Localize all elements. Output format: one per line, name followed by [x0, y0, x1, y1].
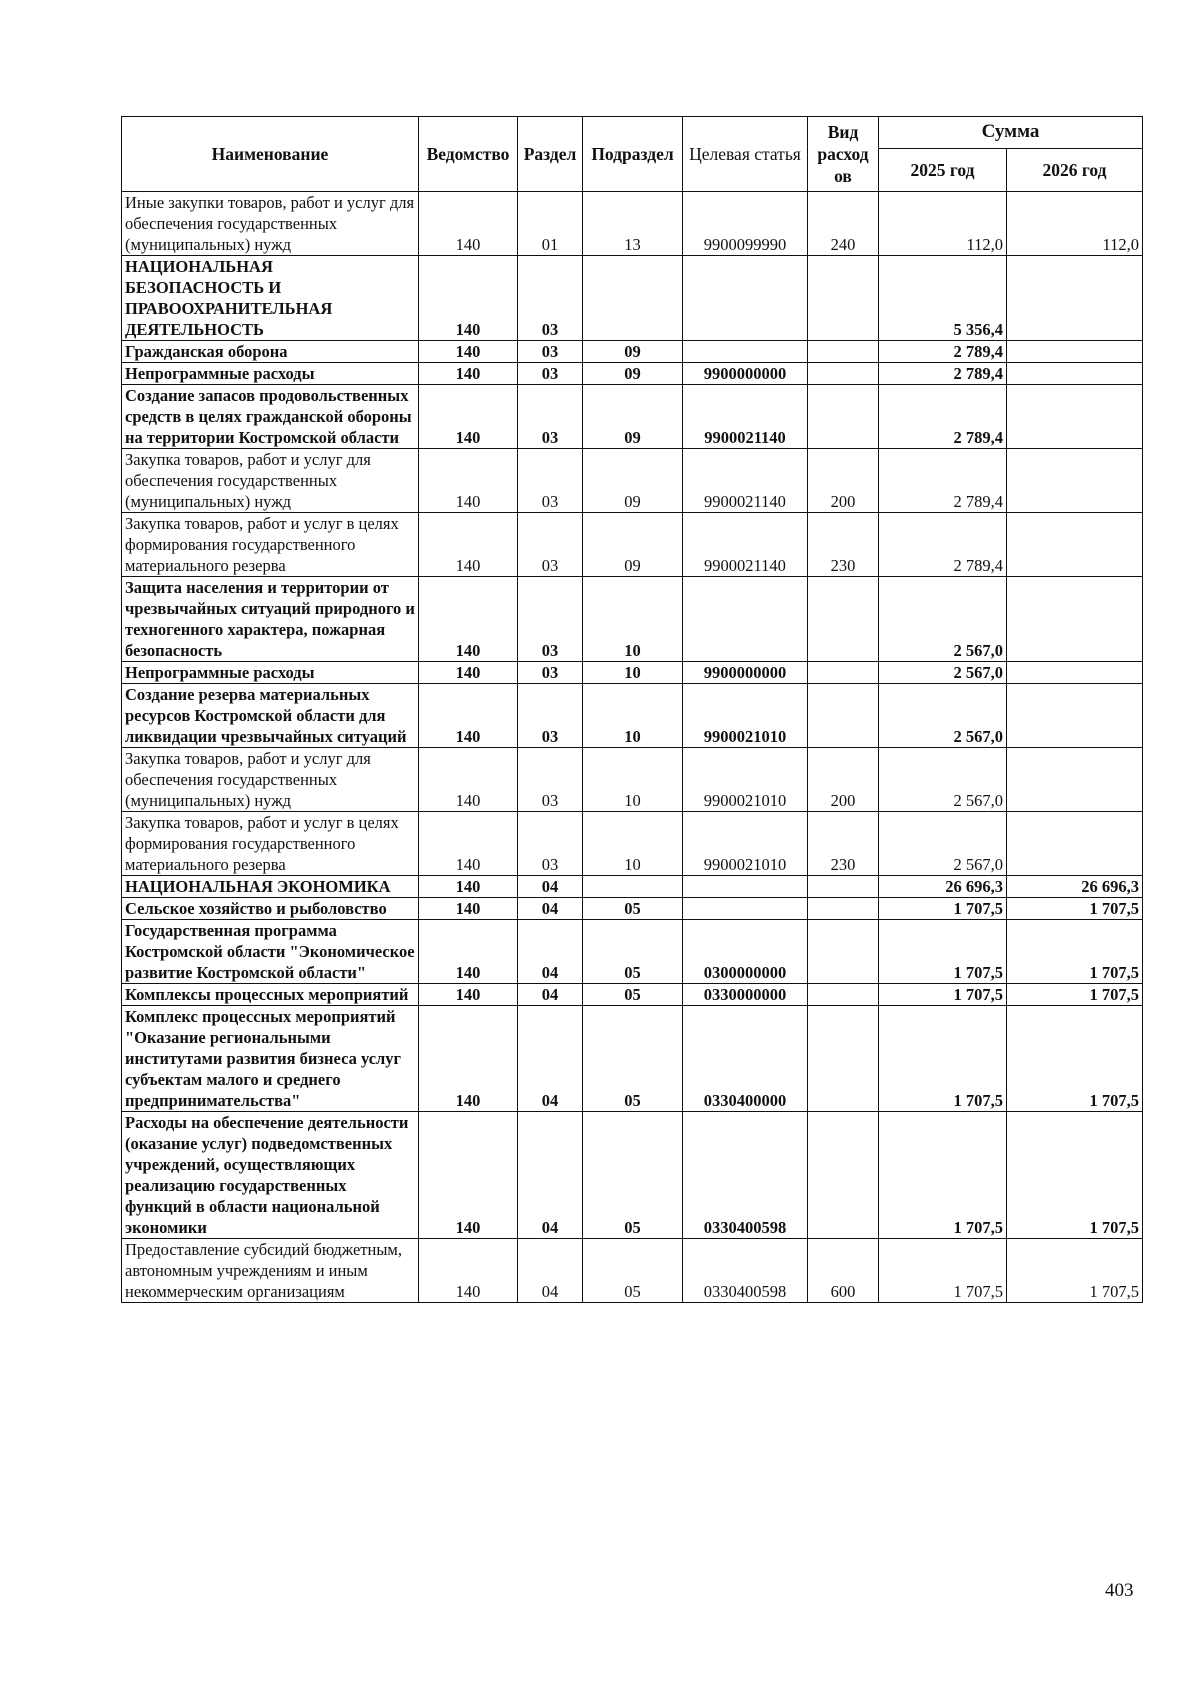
cell-name: Непрограммные расходы [122, 662, 419, 684]
header-year-2026: 2026 год [1007, 148, 1143, 191]
cell-target-article: 0330000000 [683, 984, 808, 1006]
cell-target-article: 9900021140 [683, 513, 808, 577]
cell-section: 03 [518, 256, 583, 341]
cell-target-article: 0300000000 [683, 920, 808, 984]
cell-department: 140 [419, 662, 518, 684]
cell-amount-2026 [1007, 449, 1143, 513]
table-row [122, 449, 1143, 513]
cell-department: 140 [419, 341, 518, 363]
cell-amount-2025: 1 707,5 [879, 1006, 1007, 1112]
cell-expense-type [808, 920, 879, 984]
cell-amount-2026: 112,0 [1007, 192, 1143, 256]
cell-department: 140 [419, 684, 518, 748]
cell-amount-2026: 1 707,5 [1007, 1239, 1143, 1303]
cell-target-article [683, 898, 808, 920]
cell-name: Гражданская оборона [122, 341, 419, 363]
table-row [122, 812, 1143, 876]
cell-section: 03 [518, 812, 583, 876]
cell-amount-2025: 2 567,0 [879, 748, 1007, 812]
cell-expense-type [808, 341, 879, 363]
table-row [122, 1112, 1143, 1239]
cell-expense-type: 240 [808, 192, 879, 256]
cell-subsection [583, 256, 683, 341]
cell-department: 140 [419, 898, 518, 920]
cell-amount-2026: 1 707,5 [1007, 898, 1143, 920]
cell-amount-2025: 2 789,4 [879, 449, 1007, 513]
cell-amount-2026 [1007, 385, 1143, 449]
cell-amount-2026 [1007, 684, 1143, 748]
table-row [122, 341, 1143, 363]
cell-name: Иные закупки товаров, работ и услуг для обеспечения государственных (муниципальных) нужд [122, 192, 419, 256]
cell-target-article: 9900000000 [683, 363, 808, 385]
cell-amount-2026 [1007, 363, 1143, 385]
cell-section: 04 [518, 876, 583, 898]
cell-department: 140 [419, 812, 518, 876]
cell-target-article [683, 577, 808, 662]
cell-amount-2026 [1007, 662, 1143, 684]
cell-section: 04 [518, 1006, 583, 1112]
cell-department: 140 [419, 577, 518, 662]
cell-department: 140 [419, 449, 518, 513]
cell-expense-type [808, 385, 879, 449]
cell-amount-2026 [1007, 748, 1143, 812]
table-row [122, 192, 1143, 256]
cell-name: Создание резерва материальных ресурсов Костромской области для ликвидации чрезвычайных ситуаций [122, 684, 419, 748]
table-row [122, 684, 1143, 748]
cell-amount-2026 [1007, 341, 1143, 363]
header-sum: Сумма [879, 117, 1143, 149]
cell-target-article: 9900021010 [683, 684, 808, 748]
cell-name: НАЦИОНАЛЬНАЯ БЕЗОПАСНОСТЬ И ПРАВООХРАНИТЕЛЬНАЯ ДЕЯТЕЛЬНОСТЬ [122, 256, 419, 341]
cell-department: 140 [419, 1112, 518, 1239]
cell-target-article [683, 876, 808, 898]
header-expense-type: Вид расход ов [808, 117, 879, 192]
cell-name: Комплекс процессных мероприятий "Оказание региональными институтами развития бизнеса услуг субъектам малого и среднего предпринимательства" [122, 1006, 419, 1112]
header-target-article: Целевая статья [683, 117, 808, 192]
cell-target-article: 9900021010 [683, 812, 808, 876]
cell-target-article: 0330400598 [683, 1239, 808, 1303]
cell-amount-2025: 2 567,0 [879, 577, 1007, 662]
cell-amount-2025: 1 707,5 [879, 1112, 1007, 1239]
cell-name: Комплексы процессных мероприятий [122, 984, 419, 1006]
table-row [122, 1239, 1143, 1303]
cell-name: НАЦИОНАЛЬНАЯ ЭКОНОМИКА [122, 876, 419, 898]
cell-department: 140 [419, 876, 518, 898]
cell-target-article: 9900099990 [683, 192, 808, 256]
cell-amount-2025: 2 789,4 [879, 363, 1007, 385]
cell-amount-2025: 2 567,0 [879, 812, 1007, 876]
cell-target-article: 9900021010 [683, 748, 808, 812]
cell-target-article: 9900000000 [683, 662, 808, 684]
table-row [122, 513, 1143, 577]
header-subsection: Подраздел [583, 117, 683, 192]
cell-amount-2026: 1 707,5 [1007, 920, 1143, 984]
cell-expense-type: 230 [808, 812, 879, 876]
budget-table [121, 116, 1143, 1303]
cell-name: Закупка товаров, работ и услуг в целях формирования государственного материального резерва [122, 812, 419, 876]
table-row [122, 385, 1143, 449]
cell-subsection: 05 [583, 898, 683, 920]
cell-department: 140 [419, 385, 518, 449]
cell-name: Закупка товаров, работ и услуг в целях формирования государственного материального резерва [122, 513, 419, 577]
cell-target-article: 9900021140 [683, 449, 808, 513]
table-row [122, 256, 1143, 341]
cell-amount-2025: 26 696,3 [879, 876, 1007, 898]
cell-section: 03 [518, 449, 583, 513]
cell-amount-2025: 1 707,5 [879, 898, 1007, 920]
cell-department: 140 [419, 1006, 518, 1112]
table-row [122, 984, 1143, 1006]
cell-section: 03 [518, 341, 583, 363]
cell-amount-2025: 2 567,0 [879, 662, 1007, 684]
cell-department: 140 [419, 363, 518, 385]
cell-subsection: 09 [583, 513, 683, 577]
cell-department: 140 [419, 1239, 518, 1303]
header-row [122, 117, 1143, 149]
cell-name: Сельское хозяйство и рыболовство [122, 898, 419, 920]
cell-section: 04 [518, 1112, 583, 1239]
cell-expense-type [808, 662, 879, 684]
cell-subsection: 10 [583, 812, 683, 876]
cell-section: 04 [518, 898, 583, 920]
cell-amount-2025: 2 789,4 [879, 385, 1007, 449]
table-row [122, 363, 1143, 385]
cell-amount-2025: 1 707,5 [879, 1239, 1007, 1303]
table-row [122, 748, 1143, 812]
cell-subsection: 10 [583, 684, 683, 748]
cell-expense-type [808, 1112, 879, 1239]
cell-subsection: 09 [583, 449, 683, 513]
table-row [122, 1006, 1143, 1112]
cell-expense-type: 600 [808, 1239, 879, 1303]
cell-subsection: 05 [583, 1112, 683, 1239]
cell-subsection: 09 [583, 385, 683, 449]
cell-subsection: 10 [583, 748, 683, 812]
cell-amount-2026: 1 707,5 [1007, 984, 1143, 1006]
cell-expense-type: 230 [808, 513, 879, 577]
cell-section: 03 [518, 662, 583, 684]
cell-name: Закупка товаров, работ и услуг для обеспечения государственных (муниципальных) нужд [122, 748, 419, 812]
cell-expense-type: 200 [808, 748, 879, 812]
cell-subsection: 13 [583, 192, 683, 256]
cell-section: 03 [518, 577, 583, 662]
cell-amount-2026 [1007, 256, 1143, 341]
cell-expense-type [808, 684, 879, 748]
cell-amount-2025: 1 707,5 [879, 920, 1007, 984]
cell-expense-type [808, 256, 879, 341]
cell-subsection: 05 [583, 984, 683, 1006]
cell-department: 140 [419, 920, 518, 984]
cell-section: 04 [518, 920, 583, 984]
cell-department: 140 [419, 513, 518, 577]
cell-amount-2025: 2 567,0 [879, 684, 1007, 748]
cell-target-article [683, 256, 808, 341]
table-row [122, 876, 1143, 898]
cell-expense-type [808, 898, 879, 920]
cell-amount-2026 [1007, 577, 1143, 662]
cell-amount-2026 [1007, 812, 1143, 876]
cell-subsection: 09 [583, 341, 683, 363]
cell-target-article: 0330400000 [683, 1006, 808, 1112]
cell-amount-2025: 5 356,4 [879, 256, 1007, 341]
cell-subsection: 10 [583, 577, 683, 662]
cell-expense-type [808, 577, 879, 662]
cell-section: 03 [518, 363, 583, 385]
cell-section: 01 [518, 192, 583, 256]
cell-expense-type [808, 1006, 879, 1112]
table-row [122, 662, 1143, 684]
header-section: Раздел [518, 117, 583, 192]
cell-subsection: 05 [583, 1239, 683, 1303]
cell-name: Предоставление субсидий бюджетным, автономным учреждениям и иным некоммерческим организациям [122, 1239, 419, 1303]
cell-section: 04 [518, 1239, 583, 1303]
cell-subsection: 10 [583, 662, 683, 684]
cell-name: Непрограммные расходы [122, 363, 419, 385]
cell-target-article: 0330400598 [683, 1112, 808, 1239]
cell-subsection [583, 876, 683, 898]
cell-amount-2025: 1 707,5 [879, 984, 1007, 1006]
cell-section: 03 [518, 513, 583, 577]
cell-target-article: 9900021140 [683, 385, 808, 449]
cell-subsection: 05 [583, 1006, 683, 1112]
cell-name: Защита населения и территории от чрезвычайных ситуаций природного и техногенного характера, пожарная безопасность [122, 577, 419, 662]
cell-department: 140 [419, 192, 518, 256]
cell-amount-2026: 26 696,3 [1007, 876, 1143, 898]
page-number: 403 [1105, 1580, 1134, 1601]
cell-name: Государственная программа Костромской области "Экономическое развитие Костромской области" [122, 920, 419, 984]
header-department: Ведомство [419, 117, 518, 192]
cell-department: 140 [419, 748, 518, 812]
table-body [122, 192, 1143, 1303]
cell-expense-type [808, 984, 879, 1006]
cell-section: 04 [518, 984, 583, 1006]
cell-name: Закупка товаров, работ и услуг для обеспечения государственных (муниципальных) нужд [122, 449, 419, 513]
cell-subsection: 09 [583, 363, 683, 385]
cell-amount-2025: 112,0 [879, 192, 1007, 256]
header-name: Наименование [122, 117, 419, 192]
cell-expense-type [808, 363, 879, 385]
cell-name: Расходы на обеспечение деятельности (оказание услуг) подведомственных учреждений, осуществляющих реализацию государственных функций в области национальной экономики [122, 1112, 419, 1239]
cell-department: 140 [419, 256, 518, 341]
cell-subsection: 05 [583, 920, 683, 984]
table-row [122, 577, 1143, 662]
cell-section: 03 [518, 684, 583, 748]
cell-amount-2025: 2 789,4 [879, 513, 1007, 577]
cell-amount-2026 [1007, 513, 1143, 577]
table-row [122, 920, 1143, 984]
cell-amount-2026: 1 707,5 [1007, 1006, 1143, 1112]
cell-expense-type: 200 [808, 449, 879, 513]
cell-expense-type [808, 876, 879, 898]
table-row [122, 898, 1143, 920]
cell-department: 140 [419, 984, 518, 1006]
cell-amount-2026: 1 707,5 [1007, 1112, 1143, 1239]
header-year-2025: 2025 год [879, 148, 1007, 191]
cell-name: Создание запасов продовольственных средств в целях гражданской обороны на территории Костромской области [122, 385, 419, 449]
cell-target-article [683, 341, 808, 363]
cell-amount-2025: 2 789,4 [879, 341, 1007, 363]
cell-section: 03 [518, 748, 583, 812]
cell-section: 03 [518, 385, 583, 449]
